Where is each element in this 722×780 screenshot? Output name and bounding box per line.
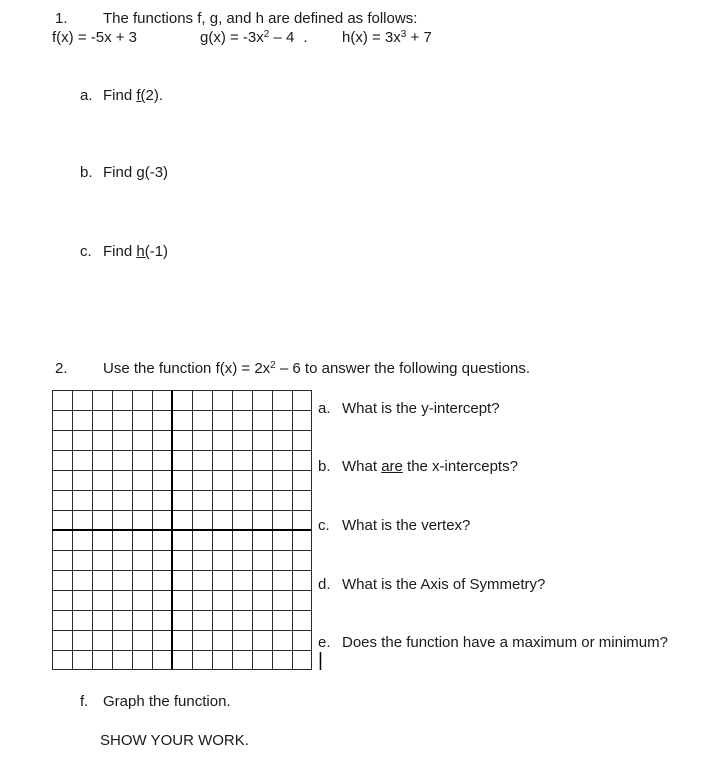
problem2-prompt-post: – 6 to answer the following questions. [275,360,531,377]
g-def-rest: – 4 [269,29,295,46]
problem2-part-f [80,693,231,710]
question-d [318,576,545,593]
problem1-part-a [80,87,163,104]
part-c-pre: Find [103,243,137,260]
question-c-label: c. [318,517,330,534]
h-def-base: h(x) = 3x [342,29,401,46]
f-definition: f(x) = -5x + 3 [52,29,138,46]
h-def-rest: + 7 [406,29,432,46]
g-def-exponent: 2 [263,29,270,40]
question-c-text: What is the vertex? [342,517,471,534]
question-b-pre: What [342,458,382,475]
part-a-underlined: f( [136,87,146,104]
show-your-work: SHOW YOUR WORK. [100,732,249,749]
question-d-label: d. [318,576,331,593]
part-a-label: a. [80,87,93,104]
problem1-prompt: The functions f, g, and h are defined as follows: [103,10,418,27]
question-a [318,400,500,417]
question-b-underlined: are [381,458,403,475]
problem2-prompt [103,360,530,377]
x-axis-line [52,529,311,531]
question-b [318,458,518,475]
h-definition [342,29,432,46]
problem1-number: 1. [55,10,68,27]
part-b-post: -3) [149,164,169,181]
question-d-text: What is the Axis of Symmetry? [342,576,546,593]
problem1-part-c [80,243,168,260]
question-a-text: What is the y-intercept? [342,400,500,417]
question-e-label: e. [318,634,331,651]
graph-grid [52,390,312,670]
text-cursor: | [318,650,323,671]
problem1-part-b [80,164,168,181]
part-b-underlined: g( [136,164,150,181]
question-e-text: Does the function have a maximum or minimum? [342,634,668,651]
part-f-text: Graph the function. [103,693,231,710]
question-b-post: the x-intercepts? [402,458,518,475]
question-a-label: a. [318,400,331,417]
question-e [318,634,668,651]
g-def-base: g(x) = -3x [200,29,264,46]
g-def-trailing-dot: . [303,29,308,46]
part-c-post: -1) [149,243,169,260]
part-b-pre: Find [103,164,137,181]
part-f-label: f. [80,693,89,710]
part-c-label: c. [80,243,92,260]
question-c [318,517,470,534]
problem2-prompt-pre: Use the function f(x) = 2x [103,360,271,377]
g-definition [200,29,308,46]
h-def-exponent: 3 [400,29,407,40]
part-a-post: 2). [145,87,164,104]
problem2-number: 2. [55,360,68,377]
part-b-label: b. [80,164,93,181]
problem2-prompt-exponent: 2 [270,360,276,371]
question-b-label: b. [318,458,331,475]
part-a-pre: Find [103,87,137,104]
part-c-underlined: h( [136,243,150,260]
